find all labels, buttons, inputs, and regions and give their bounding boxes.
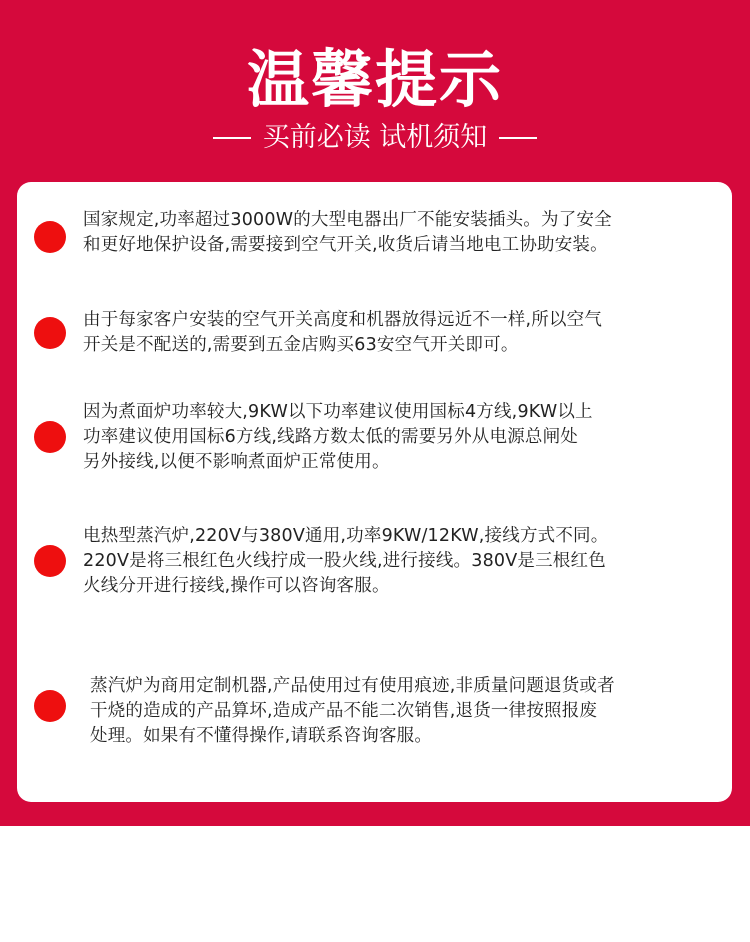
notice-text [83, 308, 713, 358]
subtitle-dash-right [499, 137, 537, 139]
notice-line: 火线分开进行接线,操作可以咨询客服。 [83, 576, 390, 596]
subtitle-text: 买前必读 试机须知 [262, 122, 488, 153]
notice-text [83, 208, 713, 258]
notice-text [83, 524, 713, 599]
notice-line: 和更好地保护设备,需要接到空气开关,收货后请当地电工协助安装。 [83, 235, 608, 255]
bullet-dot-icon [34, 221, 66, 253]
notice-line: 干烧的造成的产品算坏,造成产品不能二次销售,退货一律按照报废 [90, 701, 598, 721]
notice-card [17, 182, 732, 802]
notice-line: 电热型蒸汽炉,220V与380V通用,功率9KW/12KW,接线方式不同。 [83, 526, 609, 546]
bullet-dot-icon [34, 317, 66, 349]
bullet-dot-icon [34, 545, 66, 577]
notice-text [90, 674, 720, 749]
notice-line: 由于每家客户安装的空气开关高度和机器放得远近不一样,所以空气 [83, 310, 603, 330]
bullet-dot-icon [34, 690, 66, 722]
notice-line: 220V是将三根红色火线拧成一股火线,进行接线。380V是三根红色 [83, 551, 606, 571]
notice-line: 功率建议使用国标6方线,线路方数太低的需要另外从电源总闸处 [83, 427, 578, 447]
notice-line: 处理。如果有不懂得操作,请联系咨询客服。 [90, 726, 433, 746]
notice-line: 国家规定,功率超过3000W的大型电器出厂不能安装插头。为了安全 [83, 210, 612, 230]
notice-text [83, 400, 713, 475]
page-title: 温馨提示 [246, 43, 503, 116]
notice-line: 因为煮面炉功率较大,9KW以下功率建议使用国标4方线,9KW以上 [83, 402, 593, 422]
bullet-dot-icon [34, 421, 66, 453]
notice-line: 开关是不配送的,需要到五金店购买63安空气开关即可。 [83, 335, 519, 355]
subtitle-dash-left [213, 137, 251, 139]
page-subtitle [0, 118, 750, 158]
notice-line: 蒸汽炉为商用定制机器,产品使用过有使用痕迹,非质量问题退货或者 [90, 676, 615, 696]
notice-line: 另外接线,以便不影响煮面炉正常使用。 [83, 452, 390, 472]
